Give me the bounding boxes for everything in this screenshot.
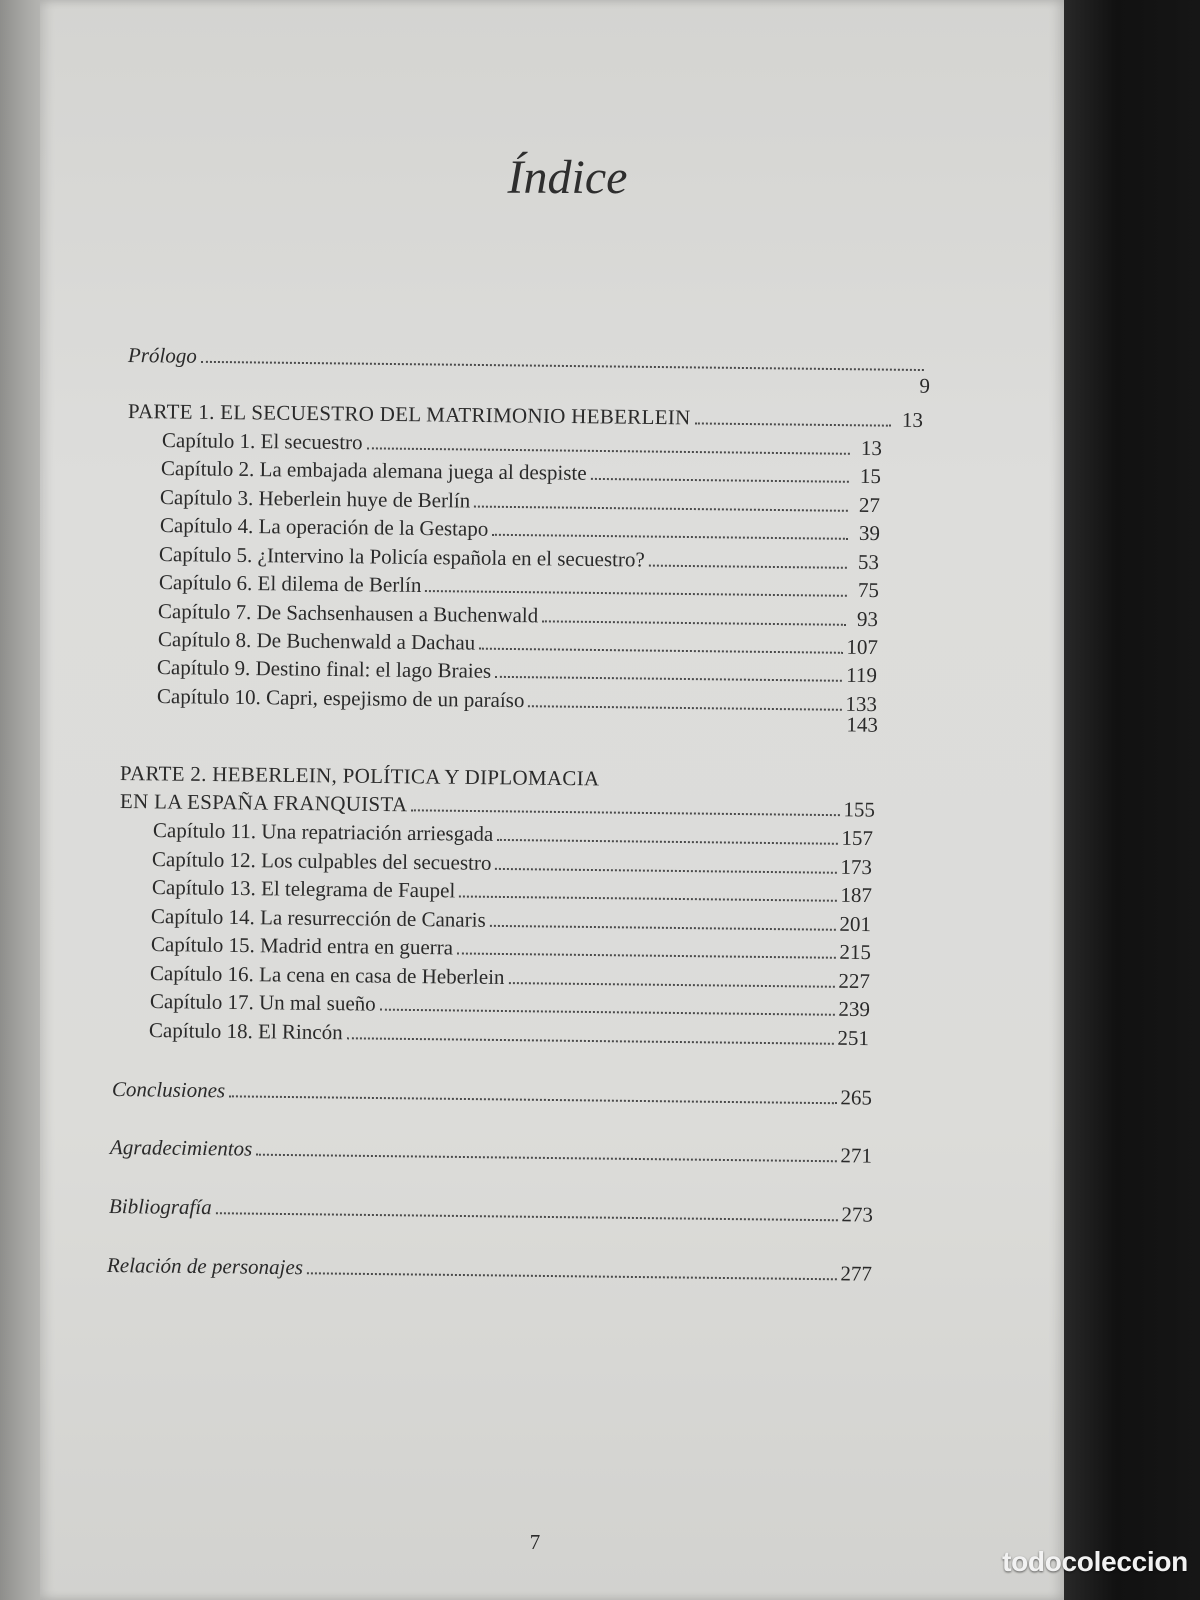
toc-page-number: 157 bbox=[841, 825, 874, 851]
toc-entry-chapter bbox=[149, 1017, 869, 1051]
part-title: PARTE 1. EL SECUESTRO DEL MATRIMONIO HEBERLEIN bbox=[127, 399, 691, 430]
dot-leader bbox=[367, 446, 850, 454]
toc-page-number: 133 bbox=[845, 691, 878, 717]
toc-page-number: 39 bbox=[858, 520, 881, 546]
dot-leader bbox=[490, 924, 836, 931]
toc-page-number: 201 bbox=[839, 911, 872, 937]
book-page bbox=[40, 0, 1064, 1600]
toc-page-number: 271 bbox=[840, 1143, 873, 1168]
toc-label: Conclusiones bbox=[111, 1077, 226, 1103]
watermark-logo: todocoleccion bbox=[1002, 1546, 1188, 1577]
toc-entry-prologue bbox=[128, 342, 928, 377]
toc-page-number: 93 bbox=[856, 606, 879, 632]
dot-leader bbox=[457, 951, 835, 958]
dot-leader bbox=[216, 1211, 838, 1221]
toc-page-number: 215 bbox=[839, 939, 872, 965]
dot-leader bbox=[508, 981, 834, 988]
adjacent-page-edge bbox=[0, 0, 44, 1600]
table-of-contents bbox=[40, 0, 1064, 1600]
toc-label: Capítulo 11. Una repatriación arriesgada bbox=[152, 818, 494, 846]
toc-label: Capítulo 1. El secuestro bbox=[161, 428, 363, 455]
toc-label: Capítulo 16. La cena en casa de Heberlein bbox=[149, 961, 505, 990]
page-title: Índice bbox=[507, 151, 628, 204]
toc-label: Capítulo 12. Los culpables del secuestro bbox=[151, 847, 492, 875]
page-number-folio: 7 bbox=[529, 1530, 541, 1554]
toc-label: Capítulo 2. La embajada alemana juega al despiste bbox=[160, 456, 587, 485]
toc-label: Capítulo 8. De Buchenwald a Dachau bbox=[157, 627, 476, 655]
dot-leader bbox=[201, 360, 924, 371]
toc-entry-conclusions bbox=[112, 1076, 872, 1111]
dot-leader bbox=[497, 838, 837, 845]
toc-label: Capítulo 17. Un mal sueño bbox=[149, 989, 376, 1016]
toc-entry-chapter bbox=[150, 988, 870, 1022]
toc-label: Capítulo 18. El Rincón bbox=[148, 1018, 343, 1045]
toc-label: Capítulo 14. La resurrección de Canaris bbox=[150, 904, 486, 932]
toc-label: Capítulo 10. Capri, espejismo de un paraíso bbox=[156, 684, 525, 713]
dot-leader bbox=[492, 533, 848, 540]
dot-leader bbox=[542, 619, 846, 625]
toc-page-number: 227 bbox=[838, 968, 871, 994]
toc-entry-chapter bbox=[159, 569, 879, 603]
toc-page-number: 13 bbox=[901, 407, 924, 433]
toc-page-number: 15 bbox=[859, 463, 882, 489]
toc-entry-chapter bbox=[157, 683, 877, 717]
toc-entry-chapter bbox=[152, 874, 872, 908]
dot-leader bbox=[591, 477, 849, 483]
toc-label: Prólogo bbox=[127, 343, 197, 368]
toc-label: Capítulo 3. Heberlein huye de Berlín bbox=[159, 485, 471, 513]
toc-page-number: 75 bbox=[857, 577, 880, 603]
dot-leader bbox=[528, 704, 841, 711]
dot-leader bbox=[479, 647, 842, 654]
part-2-title-line-1: PARTE 2. HEBERLEIN, POLÍTICA Y DIPLOMACIA bbox=[119, 761, 600, 791]
dot-leader bbox=[256, 1153, 836, 1163]
toc-entry-chapter bbox=[160, 512, 880, 546]
background-shadow bbox=[1060, 0, 1200, 1600]
toc-page-number: 265 bbox=[840, 1085, 873, 1110]
toc-entry-acknowledgements bbox=[110, 1134, 872, 1169]
toc-page-number: 251 bbox=[837, 1025, 870, 1051]
part-2-title-line-2: EN LA ESPAÑA FRANQUISTA bbox=[119, 789, 408, 817]
dot-leader bbox=[459, 894, 836, 901]
toc-label: Capítulo 9. Destino final: el lago Braies bbox=[156, 655, 492, 683]
toc-page-number: 53 bbox=[857, 549, 880, 575]
toc-label: Capítulo 5. ¿Intervino la Policía española en el secuestro? bbox=[158, 542, 645, 572]
dot-leader bbox=[411, 808, 839, 816]
toc-entry-chapter bbox=[153, 817, 873, 851]
dot-leader bbox=[347, 1036, 834, 1045]
toc-page-number: 13 bbox=[860, 435, 883, 461]
dot-leader bbox=[495, 675, 842, 682]
toc-page-number: 273 bbox=[841, 1202, 874, 1227]
toc-page-number: 173 bbox=[840, 854, 873, 880]
toc-page-number: 27 bbox=[858, 492, 881, 518]
toc-label: Agradecimientos bbox=[109, 1135, 253, 1161]
toc-entry-prologue-page bbox=[860, 372, 930, 399]
dot-leader bbox=[495, 867, 836, 874]
toc-entry-chapter bbox=[151, 931, 871, 965]
toc-entry-trailing-page bbox=[810, 711, 878, 738]
toc-entry-chapter bbox=[157, 654, 877, 688]
toc-page-number: 239 bbox=[838, 996, 871, 1022]
toc-label: Relación de personajes bbox=[106, 1253, 304, 1280]
toc-page-number: 187 bbox=[840, 882, 873, 908]
toc-page-number: 119 bbox=[846, 662, 878, 688]
toc-label: Bibliografía bbox=[108, 1194, 212, 1220]
toc-label: Capítulo 15. Madrid entra en guerra bbox=[150, 932, 454, 960]
toc-page-number: 9 bbox=[919, 373, 931, 398]
toc-label: Capítulo 7. De Sachsenhausen a Buchenwald bbox=[157, 599, 539, 628]
toc-page-number: 155 bbox=[843, 797, 876, 822]
toc-label: Capítulo 13. El telegrama de Faupel bbox=[151, 875, 456, 903]
dot-leader bbox=[307, 1271, 837, 1280]
toc-label: Capítulo 6. El dilema de Berlín bbox=[158, 570, 422, 597]
dot-leader bbox=[695, 421, 891, 426]
dot-leader bbox=[474, 505, 848, 512]
toc-page-number: 143 bbox=[846, 712, 879, 737]
toc-page-number: 277 bbox=[840, 1261, 873, 1286]
toc-page-number: 107 bbox=[846, 634, 879, 660]
dot-leader bbox=[380, 1008, 835, 1016]
dot-leader bbox=[229, 1094, 836, 1104]
toc-label: Capítulo 4. La operación de la Gestapo bbox=[159, 513, 489, 541]
toc-entry-chapter bbox=[161, 455, 881, 489]
dot-leader bbox=[649, 564, 847, 569]
toc-entry-bibliography bbox=[109, 1193, 873, 1228]
dot-leader bbox=[425, 589, 847, 597]
toc-entry-characters bbox=[107, 1252, 872, 1287]
